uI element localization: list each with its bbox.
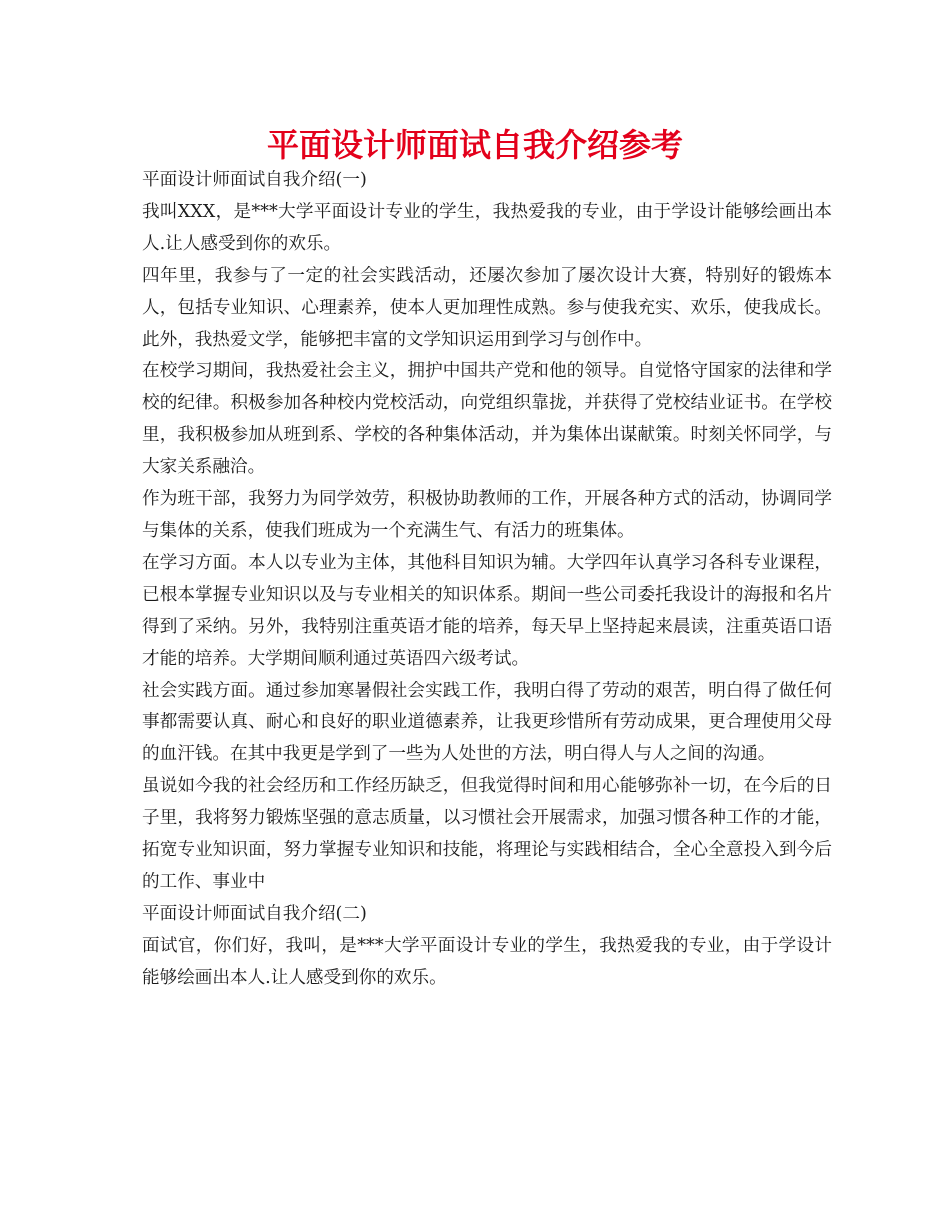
section-heading-1: 平面设计师面试自我介绍(一) [142, 170, 367, 190]
document-body [142, 165, 832, 995]
paragraph: 作为班干部，我努力为同学效劳，积极协助教师的工作，开展各种方式的活动，协调同学与集体的关系，使我们班成为一个充满生气、有活力的班集体。 [142, 489, 832, 541]
paragraph: 虽说如今我的社会经历和工作经历缺乏，但我觉得时间和用心能够弥补一切，在今后的日子里，我将努力锻炼坚强的意志质量，以习惯社会开展需求，加强习惯各种工作的才能，拓宽专业知识面，努力掌握专业知识和技能，将理论与实践相结合，全心全意投入到今后的工作、事业中 [142, 776, 832, 892]
paragraph: 面试官，你们好，我叫，是***大学平面设计专业的学生，我热爱我的专业，由于学设计能够绘画出本人.让人感受到你的欢乐。 [142, 935, 832, 988]
section-heading-2: 平面设计师面试自我介绍(二) [142, 903, 367, 924]
paragraph: 我叫XXX，是***大学平面设计专业的学生，我热爱我的专业，由于学设计能够绘画出本人.让人感受到你的欢乐。 [142, 201, 832, 254]
paragraph: 社会实践方面。通过参加寒暑假社会实践工作，我明白得了劳动的艰苦，明白得了做任何事都需要认真、耐心和良好的职业道德素养，让我更珍惜所有劳动成果，更合理使用父母的血汗钱。在其中我更是学到了一些为人处世的方法，明白得人与人之间的沟通。 [142, 680, 832, 765]
paragraph: 在校学习期间，我热爱社会主义，拥护中国共产党和他的领导。自觉恪守国家的法律和学校的纪律。积极参加各种校内党校活动，向党组织靠拢，并获得了党校结业证书。在学校里，我积极参加从班到系、学校的各种集体活动，并为集体出谋献策。时刻关怀同学，与大家关系融洽。 [142, 361, 832, 478]
paragraph: 在学习方面。本人以专业为主体，其他科目知识为辅。大学四年认真学习各科专业课程，已根本掌握专业知识以及与专业相关的知识体系。期间一些公司委托我设计的海报和名片得到了采纳。另外，我特别注重英语才能的培养，每天早上坚持起来晨读，注重英语口语才能的培养。大学期间顺利通过英语四六级考试。 [142, 552, 832, 669]
paragraph: 四年里，我参与了一定的社会实践活动，还屡次参加了屡次设计大赛，特别好的锻炼本人，包括专业知识、心理素养，使本人更加理性成熟。参与使我充实、欢乐，使我成长。此外，我热爱文学，能够把丰富的文学知识运用到学习与创作中。 [142, 265, 832, 350]
document-title: 平面设计师面试自我介绍参考 [266, 126, 683, 164]
